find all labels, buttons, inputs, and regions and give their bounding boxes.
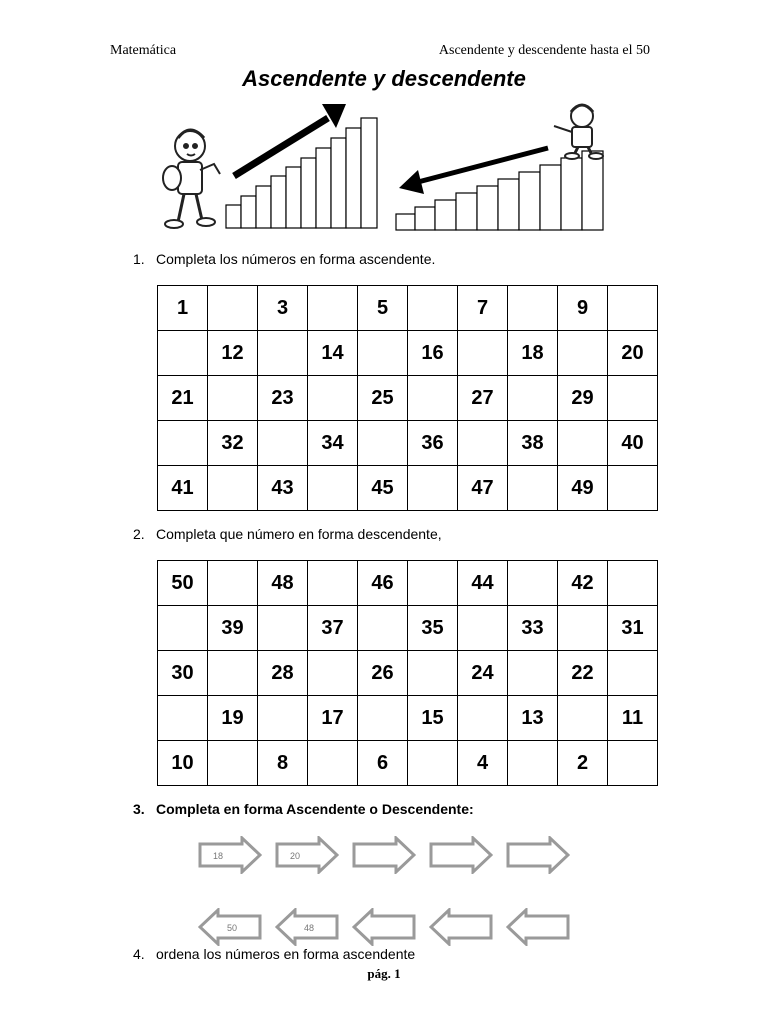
arrow-value: 50 — [226, 923, 238, 933]
descending-grid-cell: 13 — [508, 696, 558, 741]
descending-grid-cell[interactable] — [558, 606, 608, 651]
descending-grid-cell[interactable] — [458, 696, 508, 741]
ascending-grid-cell[interactable] — [158, 331, 208, 376]
ascending-grid-cell[interactable] — [158, 421, 208, 466]
descending-grid-cell: 30 — [158, 651, 208, 696]
right-arrow-box[interactable] — [275, 836, 339, 874]
descending-grid-cell: 10 — [158, 741, 208, 786]
ascending-grid-cell[interactable] — [358, 421, 408, 466]
right-arrow-box[interactable] — [352, 836, 416, 874]
descending-grid-cell: 2 — [558, 741, 608, 786]
descending-grid-cell[interactable] — [158, 696, 208, 741]
descending-grid-row — [158, 606, 658, 651]
ascending-grid-cell: 5 — [358, 286, 408, 331]
descending-grid-cell[interactable] — [208, 651, 258, 696]
descending-grid-cell[interactable] — [358, 606, 408, 651]
ascending-grid-cell[interactable] — [608, 376, 658, 421]
ascending-grid-cell: 1 — [158, 286, 208, 331]
descending-grid-cell[interactable] — [608, 651, 658, 696]
ascending-grid-cell[interactable] — [558, 421, 608, 466]
ascending-grid-cell: 29 — [558, 376, 608, 421]
ascending-grid-cell: 40 — [608, 421, 658, 466]
header-subject: Matemática — [110, 43, 177, 58]
page-number: pág. 1 — [367, 966, 401, 981]
descending-grid-cell: 28 — [258, 651, 308, 696]
stairs-illustration — [150, 98, 620, 236]
ascending-grid-cell[interactable] — [208, 286, 258, 331]
descending-grid-cell: 48 — [258, 561, 308, 606]
ascending-grid-cell: 3 — [258, 286, 308, 331]
descending-grid-cell: 31 — [608, 606, 658, 651]
ascending-grid-cell[interactable] — [308, 286, 358, 331]
question-2-number: 2. — [133, 526, 145, 542]
right-arrow-box[interactable] — [198, 836, 262, 874]
ascending-grid-row — [158, 286, 658, 331]
descending-grid-cell: 37 — [308, 606, 358, 651]
descending-grid-cell: 39 — [208, 606, 258, 651]
ascending-grid-cell[interactable] — [508, 466, 558, 511]
child-walking-figure — [163, 130, 220, 228]
descending-grid-cell: 17 — [308, 696, 358, 741]
ascending-grid-cell: 41 — [158, 466, 208, 511]
ascending-grid-cell[interactable] — [408, 286, 458, 331]
page-title: Ascendente y descendente — [242, 66, 526, 91]
descending-grid-cell: 33 — [508, 606, 558, 651]
ascending-grid-cell[interactable] — [508, 376, 558, 421]
descending-grid-cell[interactable] — [508, 651, 558, 696]
ascending-grid-cell[interactable] — [258, 421, 308, 466]
descending-grid-cell: 15 — [408, 696, 458, 741]
left-arrow-box[interactable] — [198, 908, 262, 946]
ascending-grid-row — [158, 421, 658, 466]
ascending-grid-cell[interactable] — [208, 376, 258, 421]
ascending-grid-cell[interactable] — [458, 421, 508, 466]
right-arrow-box[interactable] — [506, 836, 570, 874]
descending-grid-cell[interactable] — [408, 561, 458, 606]
question-2-text: Completa que número en forma descendente, — [156, 526, 442, 542]
question-4 — [133, 946, 415, 962]
descending-number-grid — [157, 560, 658, 786]
descending-grid-cell[interactable] — [208, 741, 258, 786]
descending-grid-cell[interactable] — [608, 741, 658, 786]
descending-grid-cell: 50 — [158, 561, 208, 606]
descending-grid-cell[interactable] — [308, 561, 358, 606]
descending-grid-cell[interactable] — [558, 696, 608, 741]
ascending-grid-cell: 9 — [558, 286, 608, 331]
arrow-value: 20 — [289, 851, 301, 861]
ascending-grid-cell: 7 — [458, 286, 508, 331]
question-1-number: 1. — [133, 251, 145, 267]
ascending-number-grid — [157, 285, 658, 511]
ascending-grid-cell: 49 — [558, 466, 608, 511]
question-1 — [133, 251, 435, 267]
ascending-grid-cell[interactable] — [308, 466, 358, 511]
ascending-grid-cell: 34 — [308, 421, 358, 466]
ascending-grid-cell[interactable] — [208, 466, 258, 511]
ascending-grid-cell: 23 — [258, 376, 308, 421]
descending-grid-cell: 44 — [458, 561, 508, 606]
ascending-grid-cell[interactable] — [458, 331, 508, 376]
descending-grid-cell[interactable] — [358, 696, 408, 741]
descending-grid-cell: 42 — [558, 561, 608, 606]
descending-grid-cell: 24 — [458, 651, 508, 696]
descending-grid-cell: 22 — [558, 651, 608, 696]
descending-grid-cell: 19 — [208, 696, 258, 741]
descending-grid-cell[interactable] — [408, 651, 458, 696]
ascending-grid-cell[interactable] — [508, 286, 558, 331]
ascending-grid-cell[interactable] — [608, 466, 658, 511]
right-arrow-box[interactable] — [429, 836, 493, 874]
descending-grid-cell: 11 — [608, 696, 658, 741]
descending-grid-cell[interactable] — [308, 741, 358, 786]
ascending-grid-cell: 25 — [358, 376, 408, 421]
descending-grid-cell[interactable] — [258, 606, 308, 651]
left-arrow-box[interactable] — [275, 908, 339, 946]
descending-grid-cell[interactable] — [458, 606, 508, 651]
descending-grid-cell: 8 — [258, 741, 308, 786]
ascending-grid-cell: 27 — [458, 376, 508, 421]
descending-grid-cell[interactable] — [158, 606, 208, 651]
descending-grid-row — [158, 651, 658, 696]
ascending-grid-cell[interactable] — [408, 466, 458, 511]
ascending-grid-cell: 14 — [308, 331, 358, 376]
ascending-grid-cell[interactable] — [408, 376, 458, 421]
question-1-text: Completa los números en forma ascendente. — [156, 251, 436, 267]
question-2 — [133, 526, 442, 542]
ascending-grid-row — [158, 376, 658, 421]
ascending-grid-cell: 43 — [258, 466, 308, 511]
descending-grid-cell[interactable] — [408, 741, 458, 786]
descending-grid-cell[interactable] — [308, 651, 358, 696]
ascending-grid-cell: 16 — [408, 331, 458, 376]
ascending-grid-cell[interactable] — [608, 286, 658, 331]
ascending-grid-cell: 18 — [508, 331, 558, 376]
descending-grid-cell[interactable] — [508, 741, 558, 786]
question-3-text: Completa en forma Ascendente o Descendente: — [156, 801, 474, 817]
ascending-grid-cell: 38 — [508, 421, 558, 466]
descending-grid-cell[interactable] — [208, 561, 258, 606]
ascending-grid-cell: 32 — [208, 421, 258, 466]
question-4-text: ordena los números en forma ascendente — [156, 946, 416, 962]
descending-grid-cell: 46 — [358, 561, 408, 606]
ascending-grid-row — [158, 331, 658, 376]
ascending-grid-cell: 20 — [608, 331, 658, 376]
left-arrow-box[interactable] — [429, 908, 493, 946]
descending-grid-cell: 6 — [358, 741, 408, 786]
descending-grid-row — [158, 741, 658, 786]
ascending-grid-cell: 21 — [158, 376, 208, 421]
arrow-value: 18 — [212, 851, 224, 861]
descending-grid-row — [158, 696, 658, 741]
ascending-grid-cell: 36 — [408, 421, 458, 466]
left-arrow-box[interactable] — [352, 908, 416, 946]
ascending-grid-cell: 45 — [358, 466, 408, 511]
ascending-grid-row — [158, 466, 658, 511]
ascending-grid-cell[interactable] — [558, 331, 608, 376]
ascending-grid-cell: 12 — [208, 331, 258, 376]
ascending-grid-cell[interactable] — [308, 376, 358, 421]
arrow-value: 48 — [303, 923, 315, 933]
descending-grid-cell: 4 — [458, 741, 508, 786]
descending-grid-row — [158, 561, 658, 606]
ascending-grid-cell[interactable] — [258, 331, 308, 376]
descending-grid-cell: 26 — [358, 651, 408, 696]
ascending-grid-cell[interactable] — [358, 331, 408, 376]
left-arrow-box[interactable] — [506, 908, 570, 946]
descending-grid-cell: 35 — [408, 606, 458, 651]
question-3 — [133, 801, 474, 817]
question-4-number: 4. — [133, 946, 145, 962]
ascending-grid-cell: 47 — [458, 466, 508, 511]
header-topic: Ascendente y descendente hasta el 50 — [438, 43, 650, 58]
descending-grid-cell[interactable] — [608, 561, 658, 606]
question-3-number: 3. — [133, 801, 145, 817]
descending-grid-cell[interactable] — [258, 696, 308, 741]
descending-grid-cell[interactable] — [508, 561, 558, 606]
